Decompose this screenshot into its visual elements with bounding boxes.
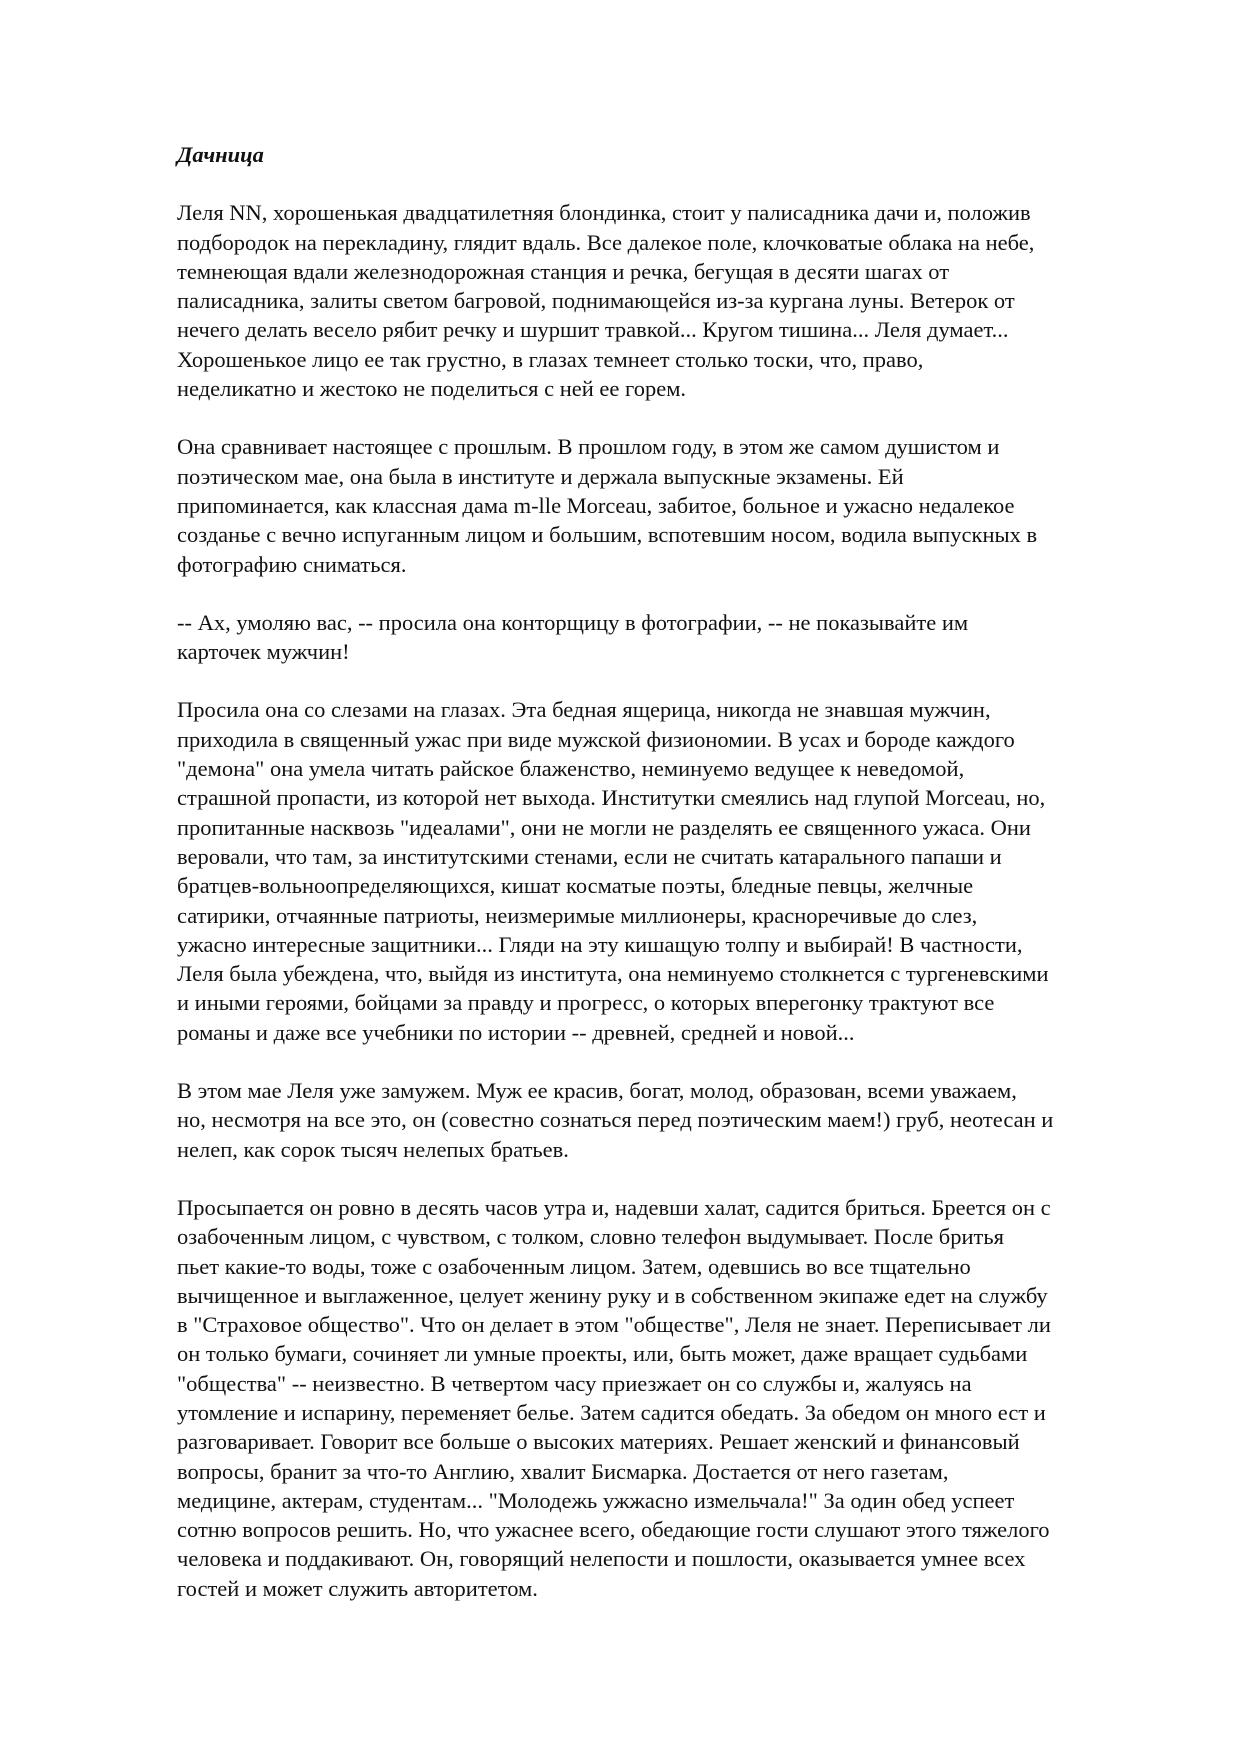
- text-line: нечего делать весело рябит речку и шуршит травкой... Кругом тишина... Леля думает...: [177, 317, 1009, 343]
- text-line: Просила она со слезами на глазах. Эта бедная ящерица, никогда не знавшая мужчин,: [177, 697, 991, 723]
- paragraph: [177, 1193, 1137, 1603]
- text-line: разговаривает. Говорит все больше о высоких материях. Решает женский и финансовый: [177, 1429, 1020, 1455]
- text-line: и иными героями, бойцами за правду и прогресс, о которых вперегонку трактуют все: [177, 990, 995, 1016]
- text-line: карточек мужчин!: [177, 639, 350, 665]
- text-line: Она сравнивает настоящее с прошлым. В прошлом году, в этом же самом душистом и: [177, 434, 1000, 460]
- text-line: в "Страховое общество". Что он делает в этом "обществе", Леля не знает. Переписывает ли: [177, 1312, 1051, 1338]
- text-line: сотню вопросов решить. Но, что ужаснее всего, обедающие гости слушают этого тяжелого: [177, 1517, 1050, 1543]
- text-line: поэтическом мае, она была в институте и держала выпускные экзамены. Ей: [177, 463, 904, 489]
- text-line: братцев-вольноопределяющихся, кишат косматые поэты, бледные певцы, желчные: [177, 873, 974, 899]
- text-line: веровали, что там, за институтскими стенами, если не считать катарального папаши и: [177, 843, 1002, 869]
- text-line: пропитанные насквозь "идеалами", они не могли не разделять ее священного ужаса. Они: [177, 814, 1031, 840]
- text-line: Леля была убеждена, что, выйдя из института, она неминуемо столкнется с тургеневскими: [177, 961, 1049, 987]
- text-line: В этом мае Леля уже замужем. Муж ее красив, богат, молод, образован, всеми уважаем,: [177, 1078, 1017, 1104]
- text-line: ужасно интересные защитники... Гляди на эту кишащую толпу и выбирай! В частности,: [177, 931, 1023, 957]
- paragraph: [177, 695, 1137, 1047]
- text-line: фотографию сниматься.: [177, 551, 407, 577]
- text-line: медицине, актерам, студентам... "Молодежь ужжасно измельчала!" За один обед успеет: [177, 1487, 1015, 1513]
- text-line: человека и поддакивают. Он, говорящий нелепости и пошлости, оказывается умнее всех: [177, 1546, 1026, 1572]
- paragraph: [177, 198, 1137, 403]
- document-body: [177, 198, 1137, 1603]
- text-line: палисадника, залиты светом багровой, поднимающейся из-за кургана луны. Ветерок от: [177, 288, 1015, 314]
- paragraph: [177, 1076, 1137, 1164]
- paragraph: [177, 432, 1137, 578]
- text-line: "демона" она умела читать райское блаженство, неминуемо ведущее к неведомой,: [177, 756, 965, 782]
- text-line: гостей и может служить авторитетом.: [177, 1575, 538, 1601]
- text-line: нелеп, как сорок тысяч нелепых братьев.: [177, 1136, 569, 1162]
- text-line: озабоченным лицом, с чувством, с толком, словно телефон выдумывает. После бритья: [177, 1224, 1004, 1250]
- document-title: Дачница: [177, 142, 264, 167]
- text-line: но, несмотря на все это, он (совестно сознаться перед поэтическим маем!) груб, неотесан и: [177, 1107, 1054, 1133]
- text-line: Просыпается он ровно в десять часов утра и, надевши халат, садится бриться. Бреется он с: [177, 1194, 1051, 1220]
- text-line: созданье с вечно испуганным лицом и большим, вспотевшим носом, водила выпускных в: [177, 522, 1038, 548]
- text-line: страшной пропасти, из которой нет выхода. Институтки смеялись над глупой Morceau, но,: [177, 785, 1046, 811]
- text-line: темнеющая вдали железнодорожная станция и речка, бегущая в десяти шагах от: [177, 258, 950, 284]
- text-line: приходила в священный ужас при виде мужской физиономии. В усах и бороде каждого: [177, 726, 1015, 752]
- text-line: Хорошенькое лицо ее так грустно, в глазах темнеет столько тоски, что, право,: [177, 346, 924, 372]
- text-line: вычищенное и выглаженное, целует женину руку и в собственном экипаже едет на службу: [177, 1282, 1048, 1308]
- text-line: пьет какие-то воды, тоже с озабоченным лицом. Затем, одевшись во все тщательно: [177, 1253, 971, 1279]
- text-line: "общества" -- неизвестно. В четвертом часу приезжает он со службы и, жалуясь на: [177, 1370, 972, 1396]
- text-line: -- Ах, умоляю вас, -- просила она конторщицу в фотографии, -- не показывайте им: [177, 609, 969, 635]
- text-line: неделикатно и жестоко не поделиться с ней ее горем.: [177, 376, 687, 402]
- text-line: припоминается, как классная дама m-lle Morceau, забитое, больное и ужасно недалекое: [177, 492, 1015, 518]
- text-line: он только бумаги, сочиняет ли умные проекты, или, быть может, даже вращает судьбами: [177, 1341, 1028, 1367]
- text-line: Леля NN, хорошенькая двадцатилетняя блондинка, стоит у палисадника дачи и, положив: [177, 200, 1031, 226]
- text-line: сатирики, отчаянные патриоты, неизмеримые миллионеры, красноречивые до слез,: [177, 902, 978, 928]
- text-line: романы и даже все учебники по истории -- древней, средней и новой...: [177, 1019, 855, 1045]
- paragraph: [177, 608, 1137, 667]
- text-line: вопросы, бранит за что-то Англию, хвалит Бисмарка. Достается от него газетам,: [177, 1458, 949, 1484]
- text-line: утомление и испарину, переменяет белье. Затем садится обедать. За обедом он много ест и: [177, 1399, 1046, 1425]
- text-line: подбородок на перекладину, глядит вдаль. Все далекое поле, клочковатые облака на небе,: [177, 229, 1035, 255]
- document-page: [177, 140, 1137, 1632]
